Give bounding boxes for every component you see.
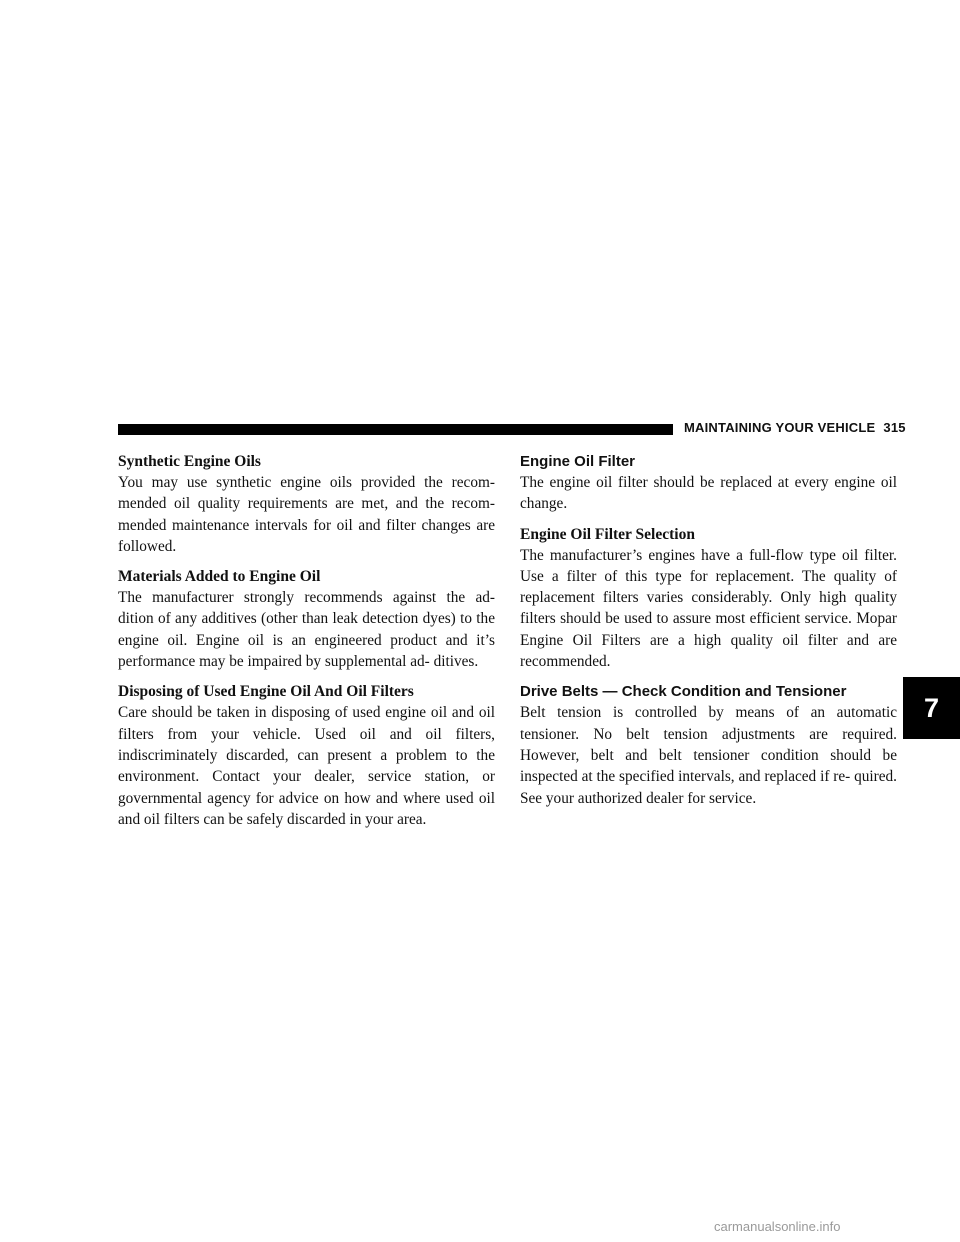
page-number: 315	[883, 420, 906, 435]
section-oil-filter-selection	[520, 525, 897, 673]
section-body: The manufacturer strongly recommends against the ad- dition of any additives (other than leak detection dyes) to the engine oil. Engine oil is an engineered product and it’s performance may be impaired by supplemental ad- ditives.	[118, 589, 495, 671]
section-heading: Engine Oil Filter	[520, 453, 636, 470]
section-engine-oil-filter	[520, 452, 897, 515]
section-heading: Drive Belts — Check Condition and Tensioner	[520, 683, 847, 701]
watermark: carmanualsonline.info	[714, 1219, 841, 1234]
section-heading: Engine Oil Filter Selection	[520, 525, 695, 543]
section-body: You may use synthetic engine oils provided the recom- mended oil quality requirements are met, and the recom- mended maintenance intervals for oil and filter changes are followed.	[118, 474, 495, 555]
header-rule	[118, 424, 673, 435]
header-title: MAINTAINING YOUR VEHICLE	[684, 420, 876, 435]
chapter-tab	[903, 677, 960, 739]
section-body: Belt tension is controlled by means of an automatic tensioner. No belt tension adjustments are required. However, belt and belt tensioner condition should be inspected at the specified intervals, and replaced if re- quired. See your authorized dealer for service.	[520, 704, 897, 807]
section-heading: Materials Added to Engine Oil	[118, 568, 321, 586]
chapter-number: 7	[923, 692, 940, 723]
section-drive-belts	[520, 682, 897, 808]
section-materials-added	[118, 567, 495, 672]
section-body: Care should be taken in disposing of used engine oil and oil filters from your vehicle. Used oil and oil filters, indiscriminately discarded, can present a problem to the environment. Contact your dealer, service station, or governmental agency for advice on how and where used oil and oil filters can be safely discarded in your area.	[118, 704, 495, 828]
section-disposing-used-oil	[118, 682, 495, 830]
section-synthetic-engine-oils	[118, 452, 495, 557]
right-column	[520, 452, 897, 819]
left-column	[118, 452, 495, 840]
section-body: The engine oil filter should be replaced at every engine oil change.	[520, 474, 897, 513]
section-body: The manufacturer’s engines have a full-flow type oil filter. Use a filter of this type for replacement. The quality of replacement filters varies considerably. Only high quality filters should be used to assure most efficient service. Mopar Engine Oil Filters are a high quality oil filter and are recommended.	[520, 546, 897, 671]
section-heading: Disposing of Used Engine Oil And Oil Filters	[118, 683, 414, 701]
section-heading: Synthetic Engine Oils	[118, 453, 261, 470]
running-header	[684, 420, 906, 435]
